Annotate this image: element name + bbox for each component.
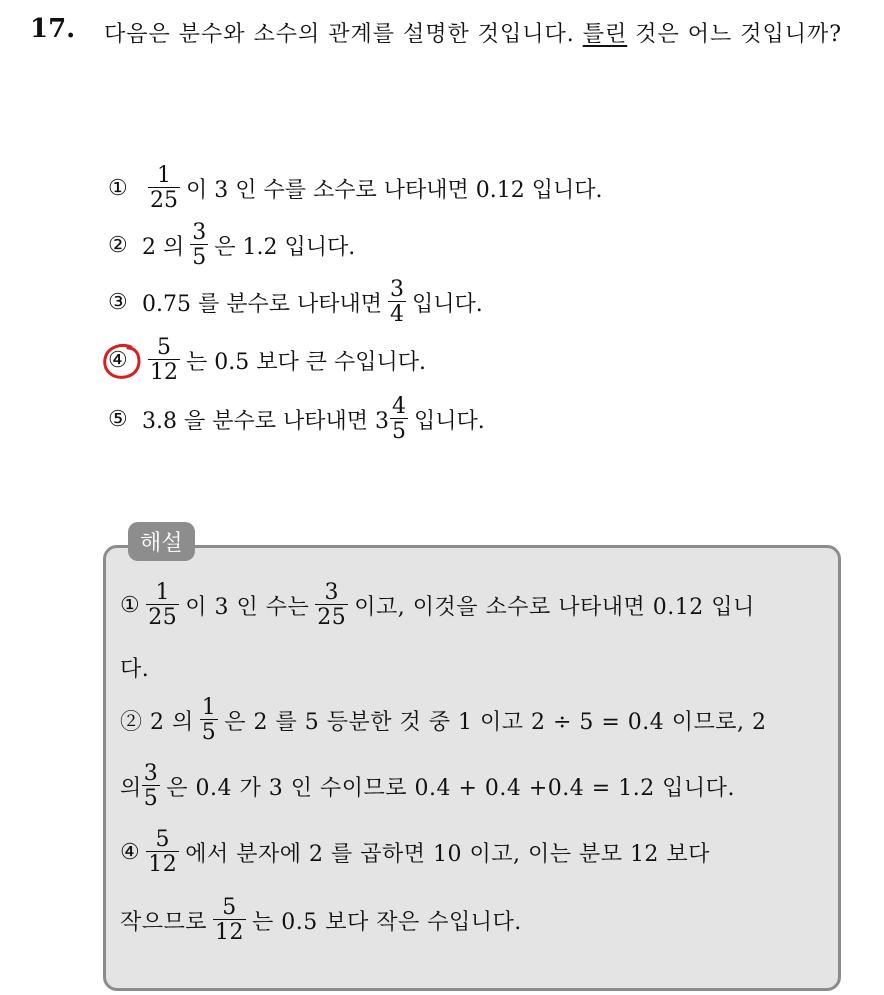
option-text: 입니다. — [411, 292, 483, 317]
denominator: 25 — [317, 605, 347, 630]
numerator: 1 — [155, 580, 170, 605]
option-marker: ③ — [108, 290, 128, 315]
explanation-line-4 — [120, 829, 710, 876]
option-pre-text: 0.75 를 분수로 나타내면 — [142, 292, 382, 317]
explanation-text: 은 0.4 가 3 인 수이므로 0.4 + 0.4 +0.4 = 1.2 입니다. — [166, 776, 735, 801]
denominator: 5 — [192, 245, 207, 270]
explanation-line-3 — [120, 763, 735, 810]
explanation-line-5 — [120, 897, 522, 944]
explanation-marker: ① — [120, 593, 141, 618]
explanation-text: 이고, 이것을 소수로 나타내면 0.12 입니 — [354, 595, 755, 620]
question-number: 17. — [30, 14, 76, 44]
explanation-text: 이 3 인 수는 — [185, 595, 310, 620]
option-1[interactable] — [108, 165, 602, 212]
numerator: 5 — [157, 335, 171, 360]
fraction — [190, 222, 208, 269]
question-text-after: 것은 어느 것입니까? — [627, 22, 843, 47]
fraction — [390, 396, 408, 443]
fraction — [146, 582, 179, 629]
option-5[interactable] — [108, 396, 485, 443]
fraction — [146, 829, 179, 876]
option-marker: ⑤ — [108, 407, 128, 432]
answer-circle-mark — [101, 343, 143, 381]
denominator: 12 — [150, 360, 178, 385]
numerator: 3 — [389, 277, 404, 302]
fraction — [213, 897, 246, 944]
fraction — [200, 697, 219, 744]
option-4[interactable] — [108, 337, 426, 384]
explanation-text: ② 2 의 — [120, 710, 194, 735]
explanation-text: 은 2 를 5 등분한 것 중 1 이고 2 ÷ 5 = 0.4 이므로, 2 — [224, 710, 767, 735]
option-text: 입니다. — [413, 409, 485, 434]
option-marker: ② — [108, 233, 128, 258]
explanation-text: 작으므로 — [120, 910, 208, 935]
option-2[interactable] — [108, 222, 355, 269]
option-text: 는 0.5 보다 큰 수입니다. — [186, 350, 426, 375]
fraction — [148, 337, 180, 384]
numerator: 1 — [157, 163, 171, 188]
denominator: 12 — [215, 920, 245, 945]
explanation-tag: 해설 — [128, 522, 195, 561]
denominator: 5 — [201, 720, 217, 745]
numerator: 5 — [222, 895, 237, 920]
option-pre-text: 2 의 — [142, 235, 185, 260]
explanation-text: 는 0.5 보다 작은 수입니다. — [252, 910, 522, 935]
numerator: 3 — [324, 580, 339, 605]
fraction — [388, 279, 406, 326]
numerator: 3 — [143, 761, 159, 786]
denominator: 12 — [148, 852, 178, 877]
denominator: 5 — [143, 786, 159, 811]
underlined-keyword: 틀린 — [582, 22, 628, 47]
denominator: 25 — [150, 188, 178, 213]
fraction — [315, 582, 348, 629]
numerator: 5 — [155, 827, 170, 852]
option-text: 이 3 인 수를 소수로 나타내면 0.12 입니다. — [186, 178, 603, 203]
option-3[interactable] — [108, 279, 483, 326]
explanation-line-2 — [120, 697, 767, 744]
question-text — [104, 14, 869, 56]
question-text-before: 다음은 분수와 소수의 관계를 설명한 것입니다. — [104, 22, 583, 47]
explanation-text: 다. — [120, 657, 150, 682]
option-marker: ④ — [108, 348, 128, 373]
numerator: 1 — [201, 695, 217, 720]
fraction — [148, 165, 180, 212]
option-pre-text: 3.8 을 분수로 나타내면 3 — [142, 409, 389, 434]
numerator: 3 — [192, 220, 207, 245]
denominator: 25 — [148, 605, 178, 630]
explanation-line-1b — [120, 652, 149, 683]
explanation-text: 에서 분자에 2 를 곱하면 10 이고, 이는 분모 12 보다 — [185, 842, 710, 867]
explanation-marker: ④ — [120, 840, 141, 865]
option-text: 은 1.2 입니다. — [214, 235, 356, 260]
explanation-text: 의 — [120, 776, 142, 801]
option-marker: ① — [108, 176, 128, 201]
explanation-line-1 — [120, 582, 755, 629]
denominator: 4 — [389, 302, 404, 327]
fraction — [142, 763, 161, 810]
denominator: 5 — [391, 419, 406, 444]
numerator: 4 — [391, 394, 406, 419]
